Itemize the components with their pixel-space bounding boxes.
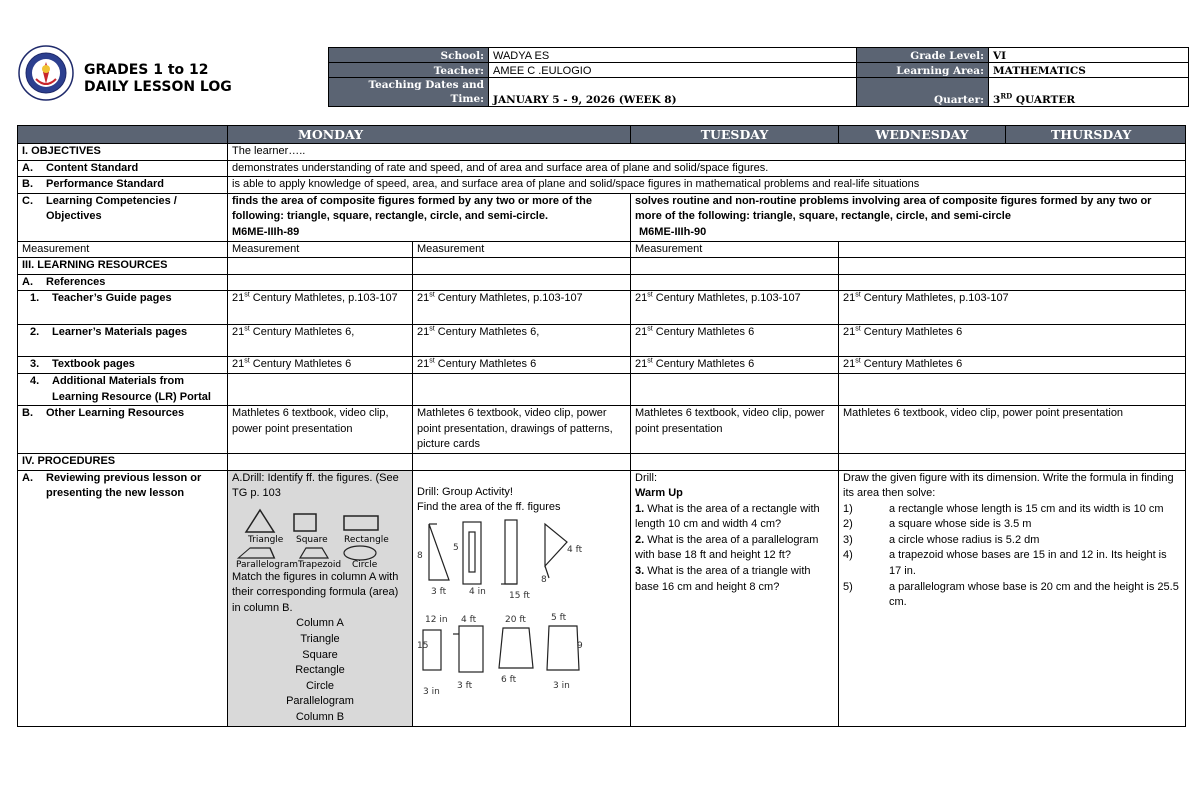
- lr-wed: [631, 258, 839, 275]
- teachers-guide-row: [18, 291, 1186, 325]
- lm-tue-sup: st: [429, 325, 435, 333]
- wed-q1-text: What is the area of a rectangle with length 10 cm and width 4 cm?: [635, 502, 820, 531]
- lm-thu-sup: st: [855, 325, 861, 333]
- wed-warm-up: Warm Up: [635, 487, 683, 500]
- lm-mon: [228, 325, 413, 357]
- day-header-blank: [18, 126, 228, 144]
- competency-wed-fri: [631, 193, 1186, 241]
- tb-tue-sup: st: [429, 357, 435, 365]
- day-header-monday: MONDAY: [228, 126, 631, 144]
- learners-materials-row: [18, 325, 1186, 357]
- other-tue: Mathletes 6 textbook, video clip, power point presentation, drawings of patterns, picture cards: [413, 406, 631, 454]
- lm-wed-text: Century Mathletes 6: [652, 326, 755, 339]
- deped-seal-logo: [18, 45, 74, 101]
- svg-text:3 in: 3 in: [423, 686, 440, 697]
- learning-resources-row: [18, 258, 1186, 275]
- tg-wed-text: Century Mathletes, p.103-107: [652, 292, 801, 305]
- svg-text:4 in: 4 in: [469, 586, 486, 597]
- references-mark: A.: [22, 275, 33, 288]
- teachers-guide-mark: 1.: [30, 292, 40, 305]
- thu-item-text: a circle whose radius is 5.2 dm: [889, 533, 1040, 546]
- title-line-1: GRADES 1 to 12: [84, 62, 209, 78]
- review-monday: [228, 470, 413, 726]
- am-wed: [631, 373, 839, 405]
- content-standard-mark: A.: [22, 161, 33, 174]
- lm-wed-sup: st: [647, 325, 653, 333]
- basic-shapes-figure: [232, 504, 389, 570]
- quarter-suffix: RD: [1000, 91, 1013, 101]
- thu-item: [843, 533, 1181, 549]
- proc-thu: [839, 453, 1186, 470]
- svg-text:3 ft: 3 ft: [457, 680, 473, 691]
- reviewing-label: Reviewing previous lesson or presenting the new lesson: [46, 471, 202, 500]
- objectives-label: I. OBJECTIVES: [18, 144, 228, 161]
- header-info-table: [328, 47, 1189, 107]
- additional-materials-mark: 4.: [30, 374, 40, 387]
- grade-level-value: VI: [989, 48, 1189, 63]
- other-resources-row: [18, 406, 1186, 454]
- lr-mon: [228, 258, 413, 275]
- performance-standard-value: is able to apply knowledge of speed, area, and surface area of plane and solid/space figures in mathematical problems and real-life situations: [228, 177, 1186, 194]
- column-a-title: Column A: [296, 617, 344, 630]
- performance-standard-label-cell: [18, 177, 228, 194]
- lm-tue-text: Century Mathletes 6,: [434, 326, 540, 339]
- tb-tue-num: 21: [417, 358, 430, 371]
- textbook-mark: 3.: [30, 358, 40, 371]
- svg-text:15 ft: 15 ft: [509, 590, 530, 601]
- tb-mon: [228, 357, 413, 374]
- lm-tue-num: 21: [417, 326, 430, 339]
- svg-text:5: 5: [453, 542, 459, 553]
- other-resources-mark: B.: [22, 407, 33, 420]
- column-a-item: Square: [302, 648, 338, 661]
- competency-mon-tue-text: finds the area of composite figures formed by any two or more of the following: triangle, square, rectangle, circle, and semi-circle.: [232, 194, 592, 223]
- competency-wed-fri-code: M6ME-IIIh-90: [639, 225, 707, 238]
- daily-lesson-table: [17, 125, 1186, 144]
- content-tue: Measurement: [413, 241, 631, 258]
- shape-label-square: Square: [296, 534, 328, 545]
- svg-text:3 ft: 3 ft: [431, 586, 447, 597]
- tg-tue-num: 21: [417, 292, 430, 305]
- day-header-wednesday: WEDNESDAY: [839, 126, 1006, 144]
- other-mon: Mathletes 6 textbook, video clip, power point presentation: [228, 406, 413, 454]
- quarter-value: [989, 78, 1189, 107]
- tb-mon-num: 21: [232, 358, 245, 371]
- thu-item-number: 1): [843, 502, 853, 515]
- reviewing-label-cell: [18, 470, 228, 726]
- shape-label-rectangle: Rectangle: [344, 534, 389, 545]
- additional-materials-label-cell: [18, 373, 228, 405]
- tue-find: Find the area of the ff. figures: [417, 501, 561, 514]
- shape-label-circle: Circle: [352, 559, 378, 570]
- lm-thu-text: Century Mathletes 6: [860, 326, 963, 339]
- lr-tue: [413, 258, 631, 275]
- svg-text:6 ft: 6 ft: [501, 674, 517, 685]
- learners-materials-label-cell: [18, 325, 228, 357]
- thu-item: [843, 502, 1181, 518]
- document-title: [84, 62, 232, 96]
- wed-q3-text: What is the area of a triangle with base 16 cm and height 8 cm?: [635, 565, 811, 593]
- tg-thu: [839, 291, 1186, 325]
- quarter-label: Quarter:: [857, 78, 989, 107]
- performance-standard-mark: B.: [22, 178, 33, 191]
- references-label-cell: [18, 274, 228, 291]
- svg-text:9: 9: [577, 640, 583, 651]
- performance-standard-label: Performance Standard: [46, 178, 164, 191]
- competencies-label: Learning Competencies / Objectives: [46, 194, 177, 223]
- thu-item-text: a rectangle whose length is 15 cm and its width is 10 cm: [889, 502, 1164, 515]
- tg-wed: [631, 291, 839, 325]
- tb-wed-num: 21: [635, 358, 648, 371]
- tg-wed-sup: st: [647, 291, 653, 299]
- column-a-item: Triangle: [300, 633, 340, 646]
- objectives-value: The learner…..: [228, 144, 1186, 161]
- lm-wed: [631, 325, 839, 357]
- other-thu: Mathletes 6 textbook, video clip, power point presentation: [839, 406, 1186, 454]
- proc-wed: [631, 453, 839, 470]
- teaching-dates-label: [329, 78, 489, 107]
- proc-tue: [413, 453, 631, 470]
- thu-item: [843, 580, 1181, 611]
- textbook-label: Textbook pages: [52, 358, 135, 371]
- content-row: [18, 241, 1186, 258]
- content-wed: Measurement: [631, 241, 839, 258]
- textbook-row: [18, 357, 1186, 374]
- teaching-dates-label-line1: Teaching Dates and: [368, 79, 484, 91]
- teachers-guide-label-cell: [18, 291, 228, 325]
- proc-mon: [228, 453, 413, 470]
- reviewing-row: [18, 470, 1186, 726]
- tb-tue-text: Century Mathletes 6: [434, 358, 537, 371]
- competency-wed-fri-text: solves routine and non-routine problems involving area of composite figures formed by any two or more of the following: triangle, square, rectangle, circle, and semi-circle: [635, 194, 1152, 223]
- lm-mon-text: Century Mathletes 6,: [249, 326, 355, 339]
- wed-question-2: [635, 533, 834, 564]
- tg-thu-num: 21: [843, 292, 856, 305]
- learning-area-label: Learning Area:: [857, 63, 989, 78]
- thu-item-text: a parallelogram whose base is 20 cm and the height is 25.5 cm.: [889, 580, 1179, 609]
- review-thursday: [839, 470, 1186, 726]
- additional-materials-row: [18, 373, 1186, 405]
- column-a-item: Parallelogram: [286, 695, 354, 708]
- competency-mon-tue-code: M6ME-IIIh-89: [232, 225, 300, 238]
- ref-mon: [228, 274, 413, 291]
- svg-text:4 ft: 4 ft: [567, 544, 583, 555]
- tg-mon-num: 21: [232, 292, 245, 305]
- objectives-row: [18, 144, 1186, 161]
- grade-level-label: Grade Level:: [857, 48, 989, 63]
- day-header-tuesday: TUESDAY: [631, 126, 839, 144]
- composite-figures-worksheet: [417, 518, 587, 708]
- mon-drill: A.Drill: Identify ff. the figures. (See TG p. 103: [232, 471, 399, 500]
- day-header-thursday-label: THURSDAY: [1051, 127, 1132, 142]
- wed-q2-number: 2.: [635, 533, 645, 546]
- content-standard-label-cell: [18, 160, 228, 177]
- wed-question-3: [635, 564, 834, 595]
- svg-text:8: 8: [417, 550, 423, 561]
- lm-wed-num: 21: [635, 326, 648, 339]
- tue-drill: Drill: Group Activity!: [417, 485, 513, 498]
- procedures-row: [18, 453, 1186, 470]
- thu-item-number: 2): [843, 518, 853, 531]
- column-a-item: Circle: [305, 679, 335, 692]
- competencies-mark: C.: [22, 194, 33, 207]
- tb-wed-text: Century Mathletes 6: [652, 358, 755, 371]
- thu-item-text: a trapezoid whose bases are 15 in and 12 in. Its height is 17 in.: [889, 549, 1167, 578]
- tg-tue-text: Century Mathletes, p.103-107: [434, 292, 583, 305]
- tb-wed: [631, 357, 839, 374]
- wed-q1-number: 1.: [635, 502, 645, 515]
- content-standard-label: Content Standard: [46, 161, 139, 174]
- wed-q2-text: What is the area of a parallelogram with base 18 ft and height 12 ft?: [635, 533, 819, 562]
- tg-wed-num: 21: [635, 292, 648, 305]
- tg-tue: [413, 291, 631, 325]
- svg-text:12 in: 12 in: [425, 614, 448, 625]
- additional-materials-label: Additional Materials from Learning Resource (LR) Portal: [52, 374, 211, 403]
- tg-mon-sup: st: [244, 291, 250, 299]
- thu-intro: Draw the given figure with its dimension. Write the formula in finding its area then solve:: [843, 471, 1174, 500]
- tb-thu-sup: st: [855, 357, 861, 365]
- wed-q3-number: 3.: [635, 565, 645, 578]
- school-value: WADYA ES: [489, 48, 857, 63]
- content-standard-value: demonstrates understanding of rate and speed, and of area and surface area of plane and solid/space figures.: [228, 160, 1186, 177]
- lm-mon-num: 21: [232, 326, 245, 339]
- content-mon: Measurement: [228, 241, 413, 258]
- performance-standard-row: [18, 177, 1186, 194]
- quarter-number: 3: [993, 94, 1001, 106]
- review-wednesday: [631, 470, 839, 726]
- tb-thu: [839, 357, 1186, 374]
- tb-thu-text: Century Mathletes 6: [860, 358, 963, 371]
- procedures-label: IV. PROCEDURES: [18, 453, 228, 470]
- teachers-guide-label: Teacher’s Guide pages: [52, 292, 172, 305]
- day-header-row: [18, 126, 1186, 144]
- content-label: Measurement: [18, 241, 228, 258]
- am-mon: [228, 373, 413, 405]
- lr-thu: [839, 258, 1186, 275]
- content-thu: [839, 241, 1186, 258]
- ref-wed: [631, 274, 839, 291]
- tg-thu-text: Century Mathletes, p.103-107: [860, 292, 1009, 305]
- teacher-value: AMEE C .EULOGIO: [489, 63, 857, 78]
- other-resources-label-cell: [18, 406, 228, 454]
- title-line-2: DAILY LESSON LOG: [84, 79, 232, 95]
- tg-mon: [228, 291, 413, 325]
- mon-match-instruction: Match the figures in column A with their corresponding formula (area) in column B.: [232, 570, 399, 614]
- review-tuesday: [413, 470, 631, 726]
- teaching-dates-label-line2: Time:: [450, 93, 484, 105]
- shape-label-parallelogram: Parallelogram: [236, 559, 298, 570]
- thu-item: [843, 517, 1181, 533]
- textbook-label-cell: [18, 357, 228, 374]
- learning-resources-label: III. LEARNING RESOURCES: [18, 258, 228, 275]
- lm-thu: [839, 325, 1186, 357]
- wed-drill: Drill:: [635, 471, 657, 484]
- tb-wed-sup: st: [647, 357, 653, 365]
- column-a-item: Rectangle: [295, 664, 345, 677]
- thu-item-number: 3): [843, 533, 853, 546]
- thu-item: [843, 548, 1181, 579]
- references-label: References: [46, 275, 106, 288]
- svg-text:8: 8: [541, 574, 547, 585]
- other-wed: Mathletes 6 textbook, video clip, power point presentation: [631, 406, 839, 454]
- tb-tue: [413, 357, 631, 374]
- teacher-label: Teacher:: [329, 63, 489, 78]
- content-standard-row: [18, 160, 1186, 177]
- learners-materials-mark: 2.: [30, 326, 40, 339]
- am-tue: [413, 373, 631, 405]
- quarter-word: QUARTER: [1012, 94, 1076, 106]
- am-thu: [839, 373, 1186, 405]
- wed-question-1: [635, 502, 834, 533]
- tb-thu-num: 21: [843, 358, 856, 371]
- day-header-thursday: [1006, 126, 1186, 144]
- other-resources-label: Other Learning Resources: [46, 407, 185, 420]
- column-b-title: Column B: [295, 711, 345, 724]
- shape-label-trapezoid: Trapezoid: [298, 559, 342, 570]
- tb-mon-sup: st: [244, 357, 250, 365]
- ref-tue: [413, 274, 631, 291]
- lm-tue: [413, 325, 631, 357]
- thu-item-text: a square whose side is 3.5 m: [889, 518, 1032, 531]
- learners-materials-label: Learner’s Materials pages: [52, 326, 188, 339]
- svg-text:3 in: 3 in: [553, 680, 570, 691]
- lm-thu-num: 21: [843, 326, 856, 339]
- svg-text:5 ft: 5 ft: [551, 612, 567, 623]
- references-row: [18, 274, 1186, 291]
- lesson-body-table: [17, 143, 1186, 727]
- competencies-row: [18, 193, 1186, 241]
- competency-mon-tue: [228, 193, 631, 241]
- school-label: School:: [329, 48, 489, 63]
- svg-text:20 ft: 20 ft: [505, 614, 526, 625]
- svg-text:15: 15: [417, 640, 429, 651]
- tg-mon-text: Century Mathletes, p.103-107: [249, 292, 398, 305]
- thu-item-number: 5): [843, 580, 853, 593]
- tg-tue-sup: st: [429, 291, 435, 299]
- competencies-label-cell: [18, 193, 228, 241]
- shape-label-triangle: Triangle: [248, 534, 284, 545]
- thu-item-number: 4): [843, 549, 853, 562]
- ref-thu: [839, 274, 1186, 291]
- learning-area-value: MATHEMATICS: [989, 63, 1189, 78]
- tg-thu-sup: st: [855, 291, 861, 299]
- lm-mon-sup: st: [244, 325, 250, 333]
- svg-text:4 ft: 4 ft: [461, 614, 477, 625]
- reviewing-mark: A.: [22, 471, 33, 484]
- teaching-dates-value: JANUARY 5 - 9, 2026 (WEEK 8): [489, 78, 857, 107]
- tb-mon-text: Century Mathletes 6: [249, 358, 352, 371]
